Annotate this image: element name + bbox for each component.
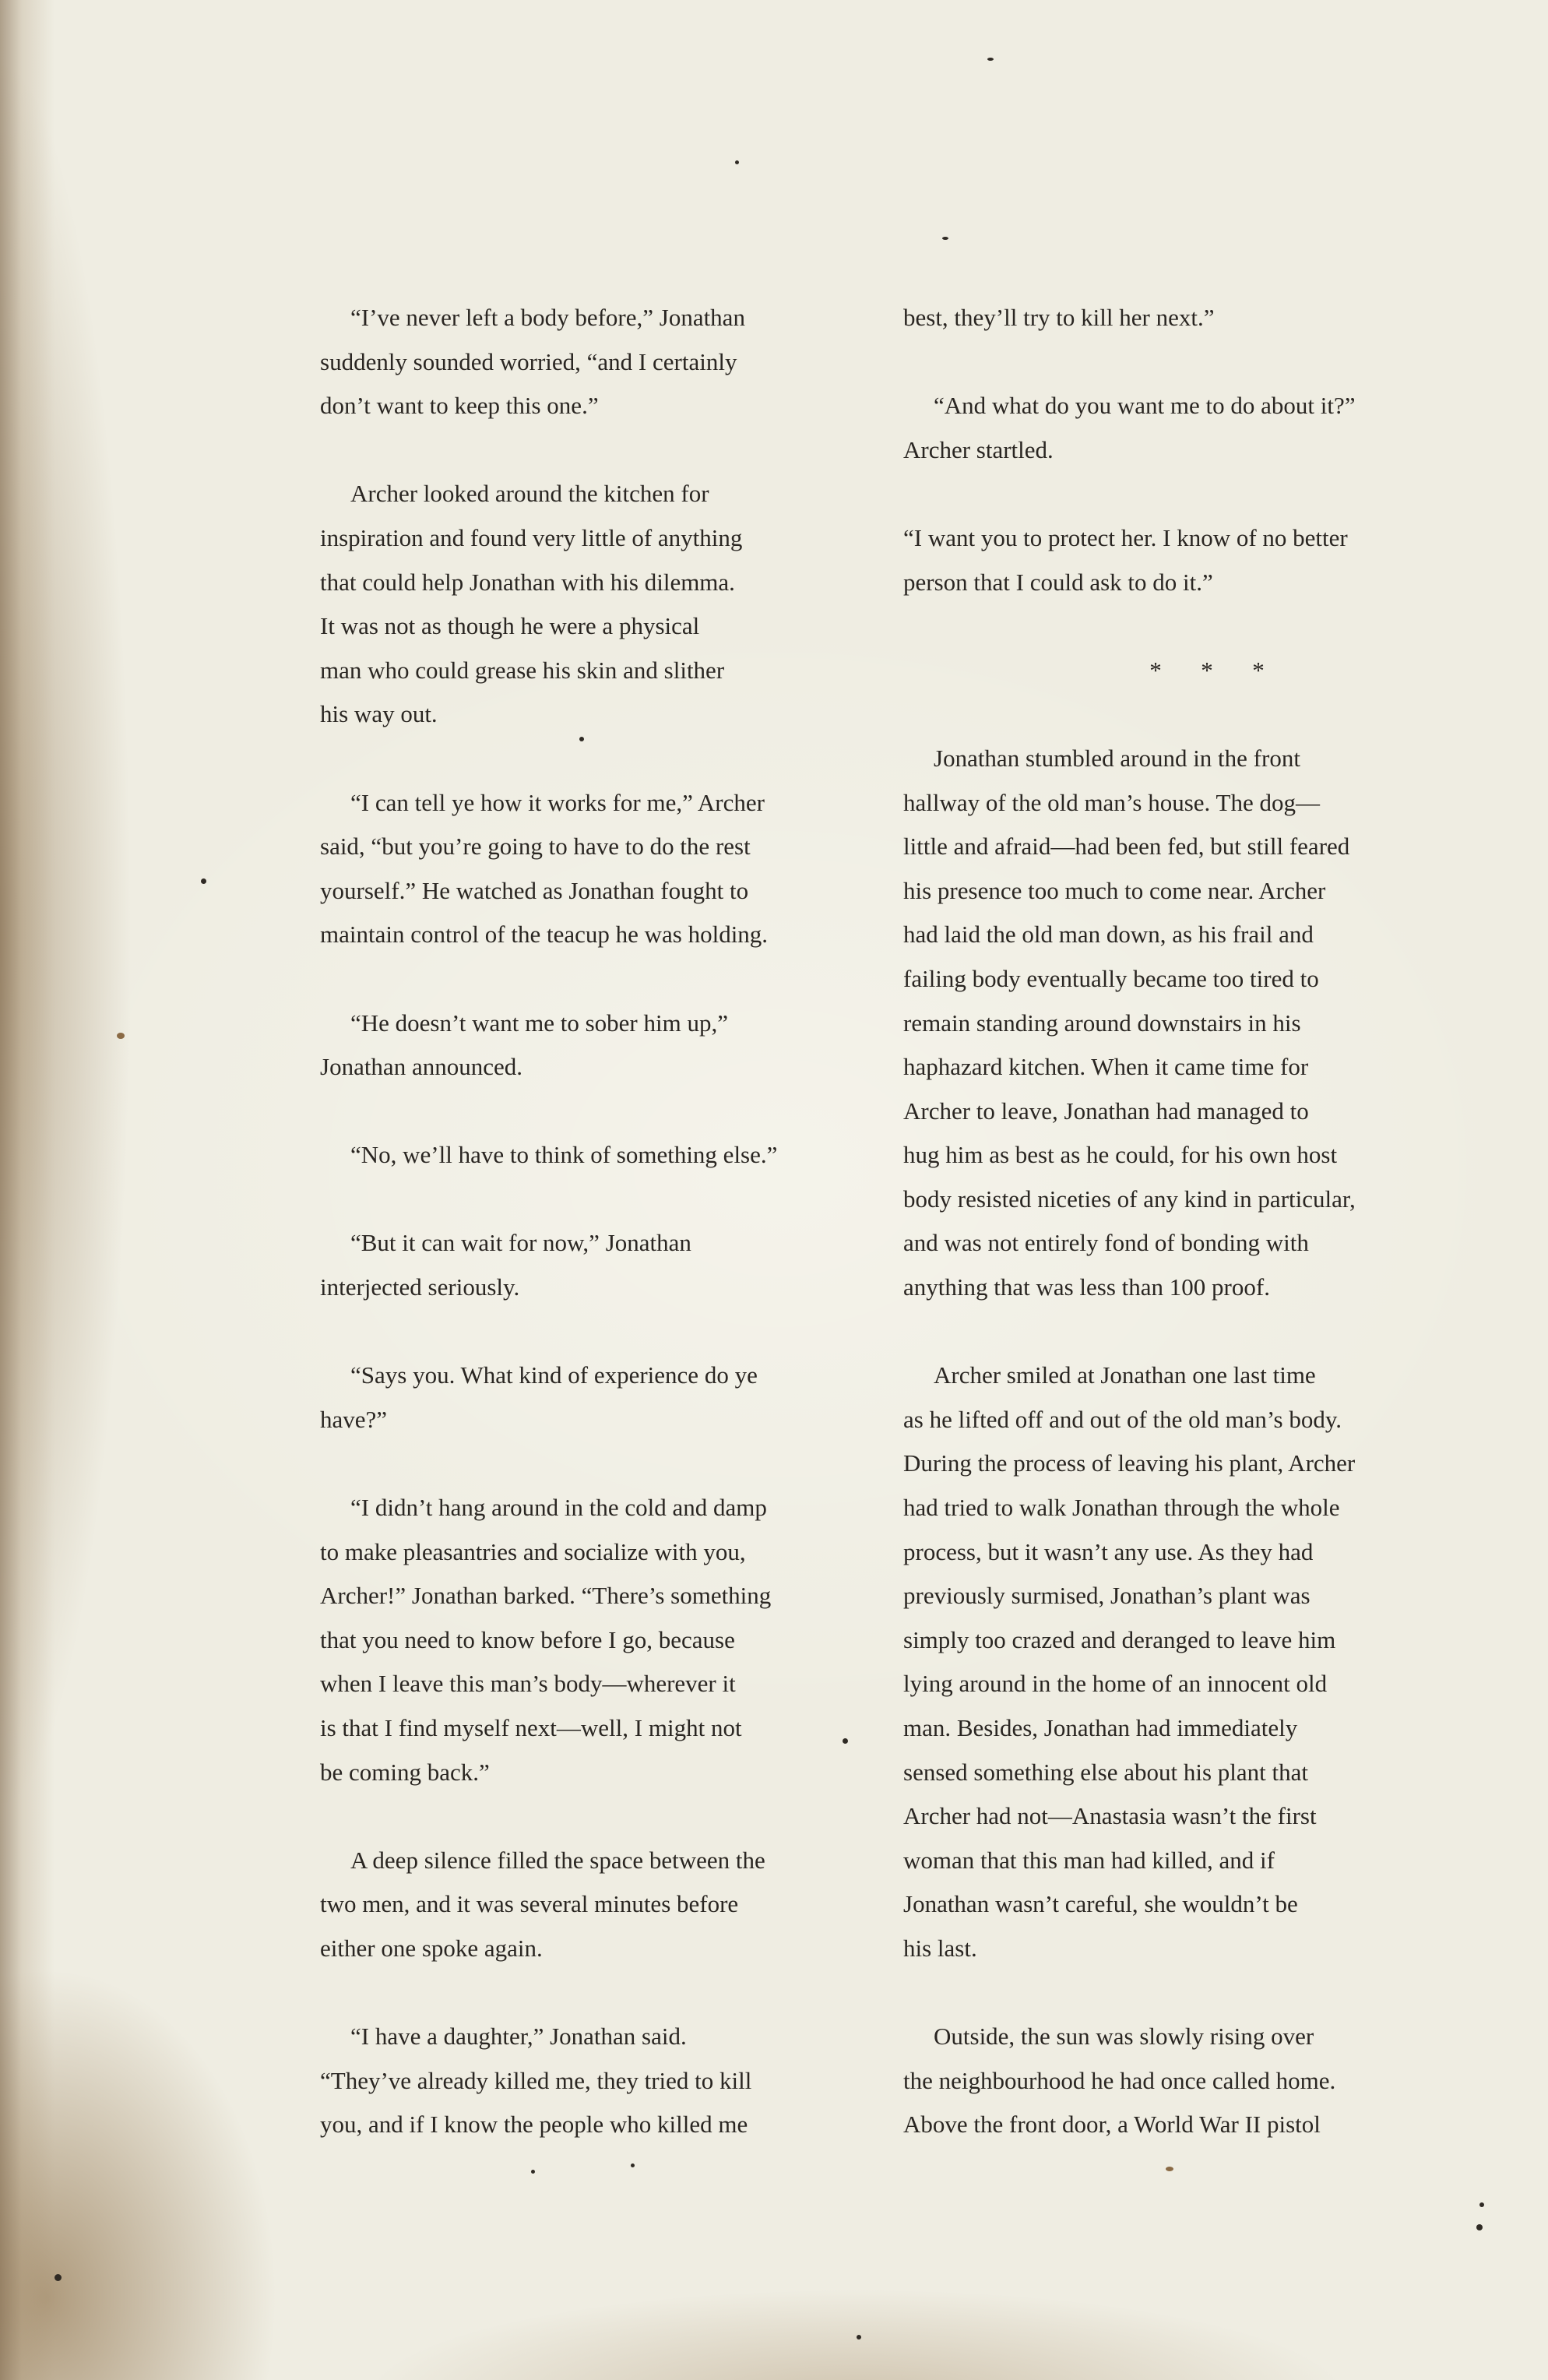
- print-speck: [631, 2163, 635, 2167]
- print-speck: [201, 878, 206, 884]
- paragraph: “I didn’t hang around in the cold and damp to make pleasantries and socialize with you, Archer!” Jonathan barked. “There’s something that you need to know before I go, because when I leave this man’s body—wherever it is that I find myself next—well, I might not be coming back.”: [320, 1494, 772, 1786]
- paragraph: “But it can wait for now,” Jonathan interjected seriously.: [320, 1229, 691, 1301]
- section-break-star: *: [1201, 656, 1213, 684]
- paragraph: “Says you. What kind of experience do ye have?”: [320, 1361, 758, 1433]
- paragraph: Outside, the sun was slowly rising over the neighbourhood he had once called home. Above the front door, a World War II pistol: [903, 2023, 1336, 2139]
- paragraph: A deep silence filled the space between the two men, and it was several minutes before either one spoke again.: [320, 1846, 765, 1962]
- right-column: [903, 296, 1448, 2147]
- print-speck: [1166, 2167, 1173, 2171]
- paragraph: “I can tell ye how it works for me,” Archer said, “but you’re going to have to do the rest yourself.” He watched as Jonathan fought to maintain control of the teacup he was holding.: [320, 788, 769, 949]
- paragraph: Archer smiled at Jonathan one last time as he lifted off and out of the old man’s body. During the process of leaving his plant, Archer had tried to walk Jonathan through the whole process, but it wasn’t any use. As they had previously surmised, Jonathan’s plant was simply too crazed and deranged to leave him lying around in the home of an innocent old man. Besides, Jonathan had immediately sensed something else about his plant that Archer had not—Anastasia wasn’t the first woman that this man had killed, and if Jonathan wasn’t careful, she wouldn’t be his last.: [903, 1361, 1356, 1962]
- print-speck: [1476, 2224, 1483, 2230]
- print-speck: [531, 2170, 535, 2174]
- paragraph: Jonathan stumbled around in the front hallway of the old man’s house. The dog— little and afraid—had been fed, but still feared his presence too much to come near. Archer had laid the old man down, as his frail and failing body eventually became too tired to remain standing around downstairs in his haphazard kitchen. When it came time for Archer to leave, Jonathan had managed to hug him as best as he could, for his own host body resisted niceties of any kind in particular, and was not entirely fond of bonding with anything that was less than 100 proof.: [903, 744, 1356, 1301]
- print-speck: [735, 160, 739, 164]
- section-break: [903, 649, 1448, 693]
- print-speck: [117, 1033, 125, 1039]
- print-speck: [942, 237, 948, 240]
- section-break-star: *: [1149, 656, 1162, 684]
- print-speck: [1479, 2202, 1484, 2207]
- paragraph: “No, we’ll have to think of something else.”: [350, 1141, 778, 1169]
- section-break-star: *: [1252, 656, 1265, 684]
- left-column: [320, 296, 857, 2147]
- paragraph: “I have a daughter,” Jonathan said. “They’ve already killed me, they tried to kill you, and if I know the people who killed me: [320, 2023, 752, 2139]
- paragraph: “I want you to protect her. I know of no better person that I could ask to do it.”: [903, 523, 1348, 596]
- paragraph: “I’ve never left a body before,” Jonathan suddenly sounded worried, “and I certainly don’t want to keep this one.”: [320, 304, 745, 420]
- paragraph: “He doesn’t want me to sober him up,” Jonathan announced.: [320, 1009, 728, 1081]
- print-speck: [987, 58, 994, 61]
- print-speck: [55, 2274, 62, 2281]
- paragraph: Archer looked around the kitchen for inspiration and found very little of anything that could help Jonathan with his dilemma. It was not as though he were a physical man who could grease his skin and slither his way out.: [320, 480, 743, 728]
- paragraph: “And what do you want me to do about it?” Archer startled.: [903, 392, 1356, 463]
- print-speck: [857, 2335, 861, 2340]
- page-edge-stain: [0, 0, 55, 2380]
- paragraph: best, they’ll try to kill her next.”: [903, 304, 1215, 331]
